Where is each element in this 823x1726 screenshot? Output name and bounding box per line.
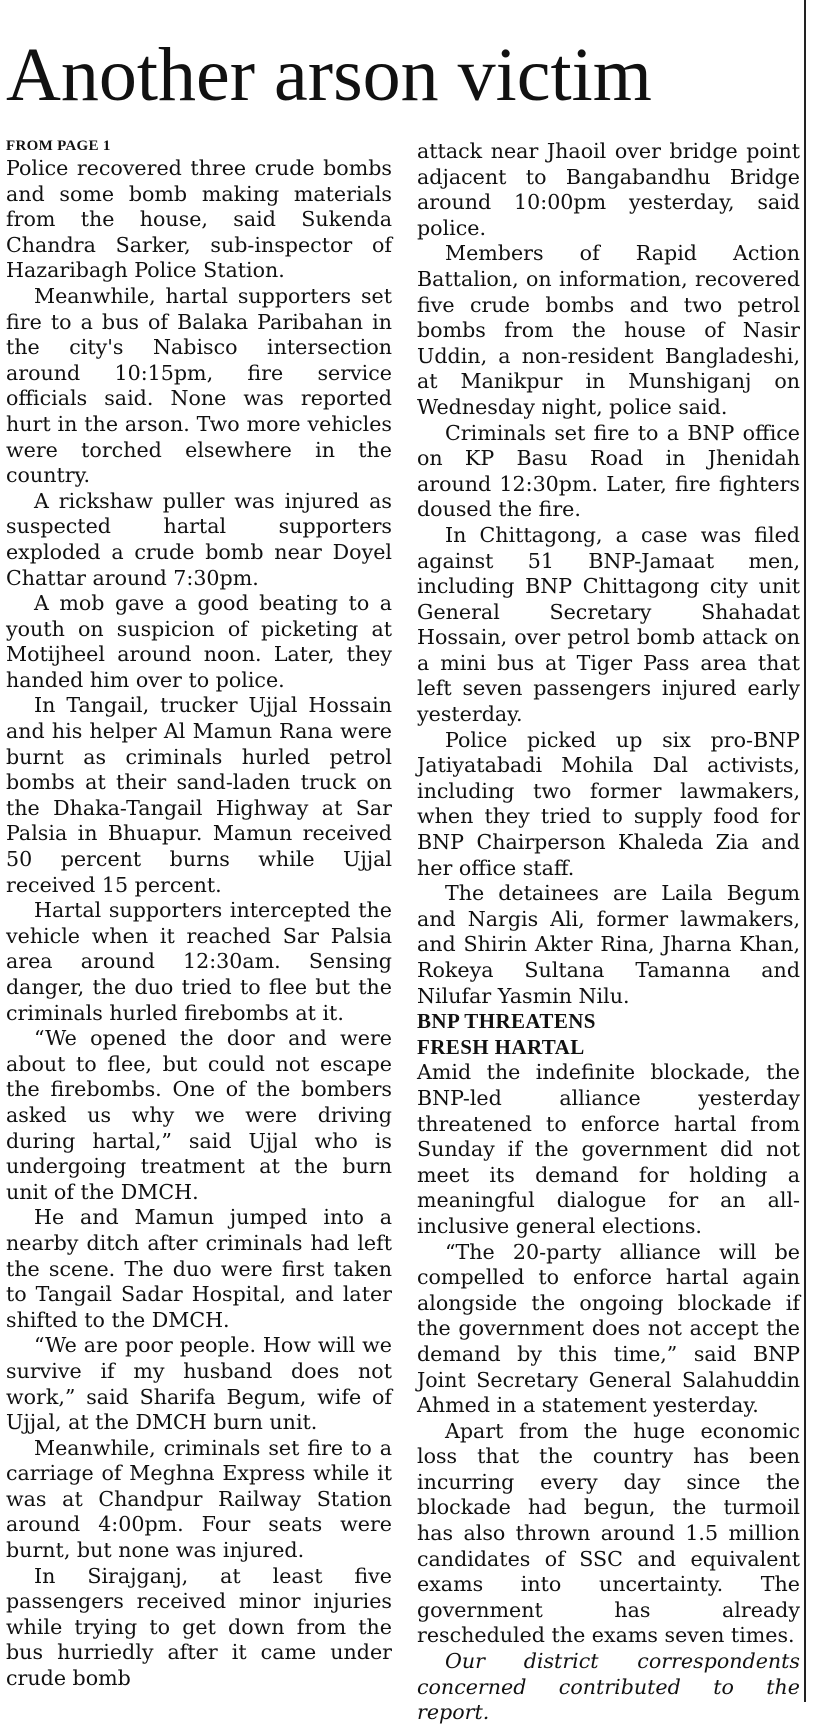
paragraph: attack near Jhaoil over bridge point adjacent to Bangabandhu Bridge around 10:00pm yesterday, said police.	[417, 139, 800, 240]
headline: Another arson victim	[6, 33, 652, 117]
subhead-line-1: BNP THREATENS	[417, 1009, 596, 1034]
paragraph: Meanwhile, hartal supporters set fire to a bus of Balaka Paribahan in the city's Nabisco intersection around 10:15pm, fire service officials said. None was reported hurt in the arson. Two more vehicles were torched elsewhere in the country.	[6, 283, 392, 488]
paragraph: In Sirajganj, at least five passengers received minor injuries while trying to get down from the bus hurriedly after it came under crude bomb	[6, 1563, 392, 1691]
paragraph: Members of Rapid Action Battalion, on information, recovered five crude bombs and two petrol bombs from the house of Nasir Uddin, a non-resident Bangladeshi, at Manikpur in Munshiganj on Wednesday night, police said.	[417, 241, 800, 419]
paragraph: Apart from the huge economic loss that the country has been incurring every day since the blockade had begun, the turmoil has also thrown around 1.5 million candidates of SSC and equivalent exams into uncertainty. The government has already rescheduled the exams seven times.	[417, 1418, 800, 1648]
paragraph: Police recovered three crude bombs and some bomb making materials from the house, said Sukenda Chandra Sarker, sub-inspector of Hazaribagh Police Station.	[6, 156, 392, 283]
paragraph: A mob gave a good beating to a youth on suspicion of picketing at Motijheel around noon. Later, they handed him over to police.	[6, 591, 392, 692]
column-1	[6, 133, 392, 1692]
subhead-line-2: FRESH HARTAL	[417, 1034, 585, 1059]
paragraph: Criminals set fire to a BNP office on KP Basu Road in Jhenidah around 12:30pm. Later, fire fighters doused the fire.	[417, 420, 800, 522]
paragraph: A rickshaw puller was injured as suspected hartal supporters exploded a crude bomb near Doyel Chattar around 7:30pm.	[6, 488, 392, 590]
column-2	[417, 139, 800, 1726]
paragraph: He and Mamun jumped into a nearby ditch after criminals had left the scene. The duo were first taken to Tangail Sadar Hospital, and later shifted to the DMCH.	[6, 1205, 392, 1332]
column-rule	[804, 0, 806, 1702]
paragraph: The detainees are Laila Begum and Nargis Ali, former lawmakers, and Shirin Akter Rina, Jharna Khan, Rokeya Sultana Tamanna and Nilufar Yasmin Nilu.	[417, 881, 800, 1008]
paragraph: Amid the indefinite blockade, the BNP-led alliance yesterday threatened to enforce hartal from Sunday if the government did not meet its demand for holding a meaningful dialogue for an all-inclusive general elections.	[417, 1060, 800, 1238]
paragraph: Police picked up six pro-BNP Jatiyatabadi Mohila Dal activists, including two former lawmakers, when they tried to supply food for BNP Chairperson Khaleda Zia and her office staff.	[417, 727, 800, 880]
paragraph: “The 20-party alliance will be compelled to enforce hartal again alongside the ongoing blockade if the government does not accept the demand by this time,” said BNP Joint Secretary General Salahuddin Ahmed in a statement yesterday.	[417, 1239, 800, 1418]
paragraph: In Chittagong, a case was filed against 51 BNP-Jamaat men, including BNP Chittagong city unit General Secretary Shahadat Hossain, over petrol bomb attack on a mini bus at Tiger Pass area that left seven passengers injured early yesterday.	[417, 522, 800, 727]
paragraph: “We opened the door and were about to flee, but could not escape the firebombs. One of the bombers asked us why we were driving during hartal,” said Ujjal who is undergoing treatment at the burn unit of the DMCH.	[6, 1026, 392, 1204]
paragraph: Meanwhile, criminals set fire to a carriage of Meghna Express while it was at Chandpur Railway Station around 4:00pm. Four seats were burnt, but none was injured.	[6, 1435, 392, 1563]
credit-line: Our district correspondents concerned contributed to the report.	[417, 1649, 800, 1725]
paragraph: “We are poor people. How will we survive if my husband does not work,” said Sharifa Begum, wife of Ujjal, at the DMCH burn unit.	[6, 1333, 392, 1435]
paragraph: Hartal supporters intercepted the vehicle when it reached Sar Palsia area around 12:30am. Sensing danger, the duo tried to flee but the criminals hurled firebombs at it.	[6, 898, 392, 1025]
paragraph: In Tangail, trucker Ujjal Hossain and his helper Al Mamun Rana were burnt as criminals hurled petrol bombs at their sand-laden truck on the Dhaka-Tangail Highway at Sar Palsia in Bhuapur. Mamun received 50 percent burns while Ujjal received 15 percent.	[6, 693, 392, 897]
kicker: FROM PAGE 1	[6, 138, 111, 154]
